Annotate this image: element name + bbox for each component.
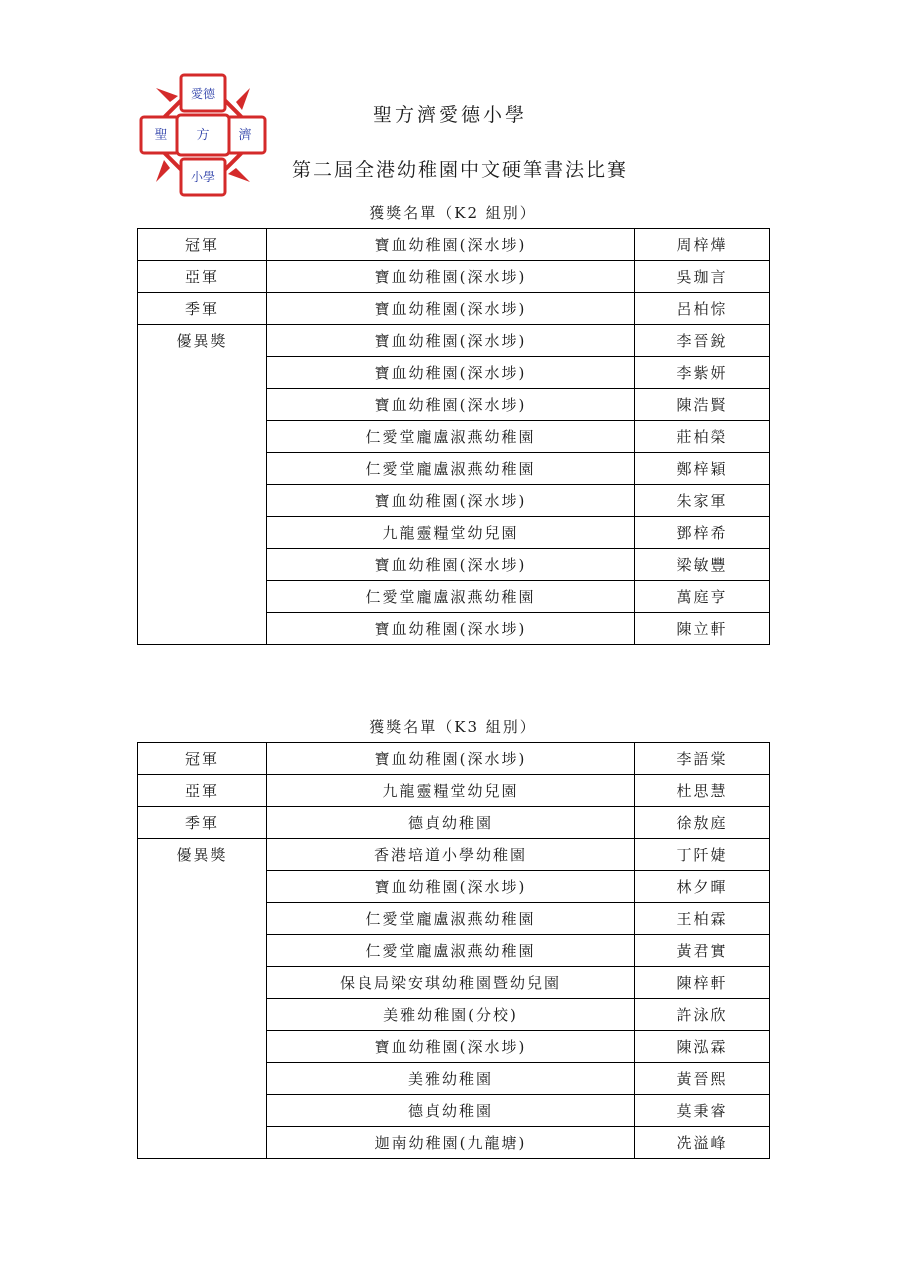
- table-row: [138, 229, 770, 261]
- school-cell: 仁愛堂龐盧淑燕幼稚園: [267, 421, 635, 453]
- name-cell: 梁敏豐: [635, 549, 770, 581]
- name-cell: 朱家軍: [635, 485, 770, 517]
- table-row: [138, 743, 770, 775]
- award-cell: [138, 999, 267, 1031]
- name-cell: 徐敖庭: [635, 807, 770, 839]
- table-row: [138, 453, 770, 485]
- table-row: [138, 261, 770, 293]
- table-row: [138, 389, 770, 421]
- name-cell: 李晉銳: [635, 325, 770, 357]
- table-row: [138, 1127, 770, 1159]
- award-cell: [138, 1127, 267, 1159]
- table-row: [138, 807, 770, 839]
- award-cell: [138, 453, 267, 485]
- award-cell: [138, 549, 267, 581]
- svg-text:小學: 小學: [190, 170, 216, 184]
- competition-title: 第二屆全港幼稚園中文硬筆書法比賽: [291, 159, 628, 181]
- award-cell: 亞軍: [138, 775, 267, 807]
- school-cell: 九龍靈糧堂幼兒園: [267, 517, 635, 549]
- award-cell: [138, 389, 267, 421]
- name-cell: 王柏霖: [635, 903, 770, 935]
- svg-text:方: 方: [196, 128, 210, 143]
- award-cell: [138, 581, 267, 613]
- table-row: [138, 775, 770, 807]
- school-cell: 寶血幼稚園(深水埗): [267, 357, 635, 389]
- name-cell: 黃晉熙: [635, 1063, 770, 1095]
- school-cell: 保良局梁安琪幼稚園暨幼兒園: [267, 967, 635, 999]
- award-cell: 冠軍: [138, 229, 267, 261]
- award-cell: [138, 485, 267, 517]
- table-row: [138, 871, 770, 903]
- name-cell: 李紫妍: [635, 357, 770, 389]
- school-cell: 九龍靈糧堂幼兒園: [267, 775, 635, 807]
- table-row: [138, 935, 770, 967]
- name-cell: 鄭梓穎: [635, 453, 770, 485]
- award-cell: 冠軍: [138, 743, 267, 775]
- name-cell: 丁阡婕: [635, 839, 770, 871]
- table-row: [138, 1063, 770, 1095]
- svg-text:愛德: 愛德: [190, 87, 216, 101]
- award-cell: 季軍: [138, 293, 267, 325]
- award-cell: [138, 517, 267, 549]
- name-cell: 李語棠: [635, 743, 770, 775]
- award-cell: 優異獎: [138, 325, 267, 357]
- school-cell: 寶血幼稚園(深水埗): [267, 325, 635, 357]
- school-cell: 仁愛堂龐盧淑燕幼稚園: [267, 935, 635, 967]
- name-cell: 杜思慧: [635, 775, 770, 807]
- table-row: [138, 1031, 770, 1063]
- table-row: [138, 421, 770, 453]
- school-cell: 寶血幼稚園(深水埗): [267, 871, 635, 903]
- school-cell: 寶血幼稚園(深水埗): [267, 613, 635, 645]
- svg-text:濟: 濟: [238, 128, 252, 143]
- name-cell: 黃君實: [635, 935, 770, 967]
- school-cell: 迦南幼稚園(九龍塘): [267, 1127, 635, 1159]
- name-cell: 鄧梓希: [635, 517, 770, 549]
- school-logo: [134, 66, 272, 204]
- name-cell: 許泳欣: [635, 999, 770, 1031]
- school-cell: 德貞幼稚園: [267, 1095, 635, 1127]
- k3-award-table: [137, 742, 770, 1159]
- table-row: [138, 485, 770, 517]
- name-cell: 陳泓霖: [635, 1031, 770, 1063]
- school-cell: 仁愛堂龐盧淑燕幼稚園: [267, 453, 635, 485]
- k2-award-table: [137, 228, 770, 645]
- award-cell: 亞軍: [138, 261, 267, 293]
- school-cell: 仁愛堂龐盧淑燕幼稚園: [267, 903, 635, 935]
- name-cell: 陳浩賢: [635, 389, 770, 421]
- name-cell: 呂柏悰: [635, 293, 770, 325]
- table-row: [138, 903, 770, 935]
- award-cell: 優異獎: [138, 839, 267, 871]
- name-cell: 莫秉睿: [635, 1095, 770, 1127]
- school-cell: 寶血幼稚園(深水埗): [267, 549, 635, 581]
- award-cell: 季軍: [138, 807, 267, 839]
- table-row: [138, 517, 770, 549]
- table-row: [138, 1095, 770, 1127]
- award-cell: [138, 613, 267, 645]
- award-cell: [138, 1063, 267, 1095]
- name-cell: 陳立軒: [635, 613, 770, 645]
- k2-caption: 獲獎名單（K2 組別）: [369, 204, 537, 222]
- award-cell: [138, 1031, 267, 1063]
- school-cell: 寶血幼稚園(深水埗): [267, 1031, 635, 1063]
- name-cell: 周梓燁: [635, 229, 770, 261]
- school-cell: 寶血幼稚園(深水埗): [267, 293, 635, 325]
- award-cell: [138, 935, 267, 967]
- svg-text:聖: 聖: [154, 128, 168, 143]
- table-row: [138, 581, 770, 613]
- school-cell: 寶血幼稚園(深水埗): [267, 389, 635, 421]
- school-name: 聖方濟愛德小學: [372, 104, 527, 126]
- school-cell: 香港培道小學幼稚園: [267, 839, 635, 871]
- award-cell: [138, 871, 267, 903]
- name-cell: 陳梓軒: [635, 967, 770, 999]
- table-row: [138, 549, 770, 581]
- school-cell: 寶血幼稚園(深水埗): [267, 261, 635, 293]
- table-row: [138, 325, 770, 357]
- name-cell: 吳珈言: [635, 261, 770, 293]
- table-row: [138, 357, 770, 389]
- award-cell: [138, 421, 267, 453]
- table-row: [138, 613, 770, 645]
- school-cell: 寶血幼稚園(深水埗): [267, 743, 635, 775]
- school-cell: 美雅幼稚園: [267, 1063, 635, 1095]
- table-row: [138, 967, 770, 999]
- award-cell: [138, 1095, 267, 1127]
- k3-caption: 獲獎名單（K3 組別）: [369, 718, 537, 736]
- table-row: [138, 999, 770, 1031]
- name-cell: 冼溢峰: [635, 1127, 770, 1159]
- name-cell: 林夕暉: [635, 871, 770, 903]
- award-cell: [138, 903, 267, 935]
- name-cell: 莊柏榮: [635, 421, 770, 453]
- table-row: [138, 293, 770, 325]
- school-cell: 美雅幼稚園(分校): [267, 999, 635, 1031]
- award-cell: [138, 967, 267, 999]
- award-cell: [138, 357, 267, 389]
- school-cell: 寶血幼稚園(深水埗): [267, 485, 635, 517]
- school-cell: 寶血幼稚園(深水埗): [267, 229, 635, 261]
- school-cell: 德貞幼稚園: [267, 807, 635, 839]
- name-cell: 萬庭亨: [635, 581, 770, 613]
- school-cell: 仁愛堂龐盧淑燕幼稚園: [267, 581, 635, 613]
- table-row: [138, 839, 770, 871]
